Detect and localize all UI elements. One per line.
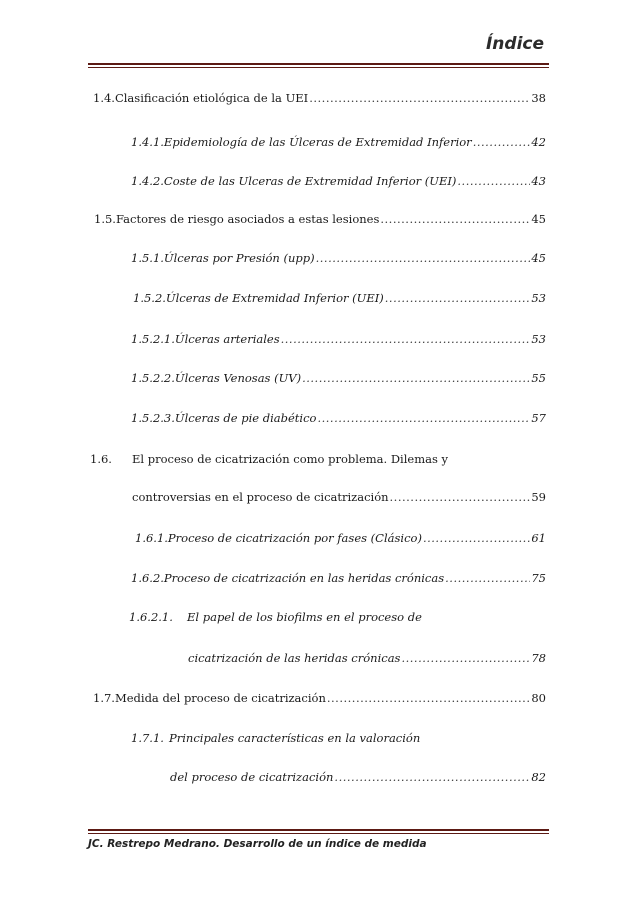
toc-page: 75 bbox=[531, 571, 546, 585]
toc-entry-1-6-1[interactable] bbox=[135, 530, 546, 546]
toc-leader bbox=[317, 410, 530, 426]
toc-title: controversias en el proceso de cicatrización bbox=[132, 490, 389, 504]
toc-leader bbox=[309, 90, 530, 106]
toc-entry-1-5-2-2[interactable] bbox=[131, 370, 546, 386]
toc-leader bbox=[423, 530, 530, 546]
toc-title: Úlceras de pie diabético bbox=[174, 411, 317, 425]
page-title: Índice bbox=[485, 34, 544, 54]
toc-page: 53 bbox=[531, 332, 546, 346]
toc-entry-1-7[interactable] bbox=[93, 690, 546, 706]
toc-number: 1.7. bbox=[93, 691, 115, 705]
toc-entry-1-5[interactable] bbox=[94, 211, 546, 227]
toc-page: 57 bbox=[531, 411, 546, 425]
toc-entry-1-5-1[interactable] bbox=[131, 250, 546, 266]
toc-entry-1-6-2-1-continued[interactable] bbox=[188, 650, 546, 666]
toc-title: Úlceras de Extremidad Inferior (UEI) bbox=[165, 291, 384, 305]
toc-title: Úlceras Venosas (UV) bbox=[174, 371, 302, 385]
toc-entry-1-6[interactable] bbox=[90, 451, 546, 467]
toc-page: 43 bbox=[531, 174, 546, 188]
toc-page: 82 bbox=[531, 770, 546, 784]
toc-entry-1-6-2-1[interactable] bbox=[129, 609, 546, 625]
toc-title: cicatrización de las heridas crónicas bbox=[188, 651, 401, 665]
toc-number: 1.6.1. bbox=[135, 531, 168, 545]
toc-number: 1.5.2.3. bbox=[131, 411, 175, 425]
toc-number: 1.5. bbox=[94, 212, 116, 226]
toc-page: 53 bbox=[531, 291, 546, 305]
toc-page: 80 bbox=[531, 691, 546, 705]
toc-title: del proceso de cicatrización bbox=[170, 770, 334, 784]
toc-page: 45 bbox=[531, 251, 546, 265]
footer-text: JC. Restrepo Medrano. Desarrollo de un índice de medida bbox=[88, 838, 427, 850]
toc-page: 42 bbox=[531, 135, 546, 149]
toc-title: Epidemiología de las Úlceras de Extremidad Inferior bbox=[163, 135, 472, 149]
toc-number: 1.6.2.1. bbox=[129, 610, 173, 624]
toc-page: 55 bbox=[531, 371, 546, 385]
toc-leader bbox=[327, 690, 531, 706]
toc-number: 1.6. bbox=[90, 452, 112, 466]
toc-title: Proceso de cicatrización en las heridas crónicas bbox=[163, 571, 445, 585]
toc-page: 78 bbox=[531, 651, 546, 665]
toc-page: 45 bbox=[531, 212, 546, 226]
toc-page: 38 bbox=[531, 91, 546, 105]
toc-leader bbox=[302, 370, 530, 386]
toc-number: 1.4. bbox=[93, 91, 115, 105]
toc-number: 1.6.2. bbox=[131, 571, 164, 585]
toc-title: Factores de riesgo asociados a estas lesiones bbox=[115, 212, 380, 226]
toc-number: 1.5.2. bbox=[133, 291, 166, 305]
toc-number: 1.5.2.2. bbox=[131, 371, 175, 385]
toc-title: El proceso de cicatrización como problema. Dilemas y bbox=[132, 452, 449, 466]
toc-leader bbox=[380, 211, 530, 227]
toc-title: Proceso de cicatrización por fases (Clásico) bbox=[167, 531, 422, 545]
toc-number: 1.4.2. bbox=[131, 174, 164, 188]
toc-leader bbox=[457, 173, 530, 189]
toc-page: 61 bbox=[531, 531, 546, 545]
toc-title: El papel de los biofilms en el proceso de bbox=[187, 610, 422, 624]
toc-entry-1-4-1[interactable] bbox=[131, 134, 546, 150]
footer-rule bbox=[88, 829, 549, 834]
toc-title: Úlceras arteriales bbox=[174, 332, 280, 346]
toc-leader bbox=[445, 570, 530, 586]
toc-title: Coste de las Ulceras de Extremidad Inferior (UEI) bbox=[163, 174, 457, 188]
toc-entry-1-5-2-1[interactable] bbox=[131, 331, 546, 347]
toc-number: 1.4.1. bbox=[131, 135, 164, 149]
toc-leader bbox=[334, 769, 530, 785]
toc-page: 59 bbox=[531, 490, 546, 504]
toc-leader bbox=[390, 489, 531, 505]
toc-entry-1-6-continued[interactable] bbox=[132, 489, 546, 505]
toc-number: 1.5.1. bbox=[131, 251, 164, 265]
toc-leader bbox=[316, 250, 531, 266]
toc-number: 1.5.2.1. bbox=[131, 332, 175, 346]
toc-entry-1-7-1-continued[interactable] bbox=[170, 769, 546, 785]
toc-leader bbox=[473, 134, 531, 150]
toc-title: Úlceras por Presión (upp) bbox=[163, 251, 315, 265]
toc-entry-1-5-2-3[interactable] bbox=[131, 410, 546, 426]
toc-title: Clasificación etiológica de la UEI bbox=[114, 91, 309, 105]
toc-entry-1-4[interactable] bbox=[93, 90, 546, 106]
toc-title: Principales características en la valoración bbox=[169, 731, 421, 745]
toc-title: Medida del proceso de cicatrización bbox=[114, 691, 326, 705]
toc-entry-1-6-2[interactable] bbox=[131, 570, 546, 586]
header-rule bbox=[88, 63, 549, 68]
toc-entry-1-7-1[interactable] bbox=[131, 730, 546, 746]
toc-entry-1-5-2[interactable] bbox=[133, 290, 546, 306]
toc-leader bbox=[385, 290, 531, 306]
toc-entry-1-4-2[interactable] bbox=[131, 173, 546, 189]
toc-leader bbox=[401, 650, 530, 666]
toc-leader bbox=[281, 331, 531, 347]
toc-number: 1.7.1. bbox=[131, 731, 164, 745]
